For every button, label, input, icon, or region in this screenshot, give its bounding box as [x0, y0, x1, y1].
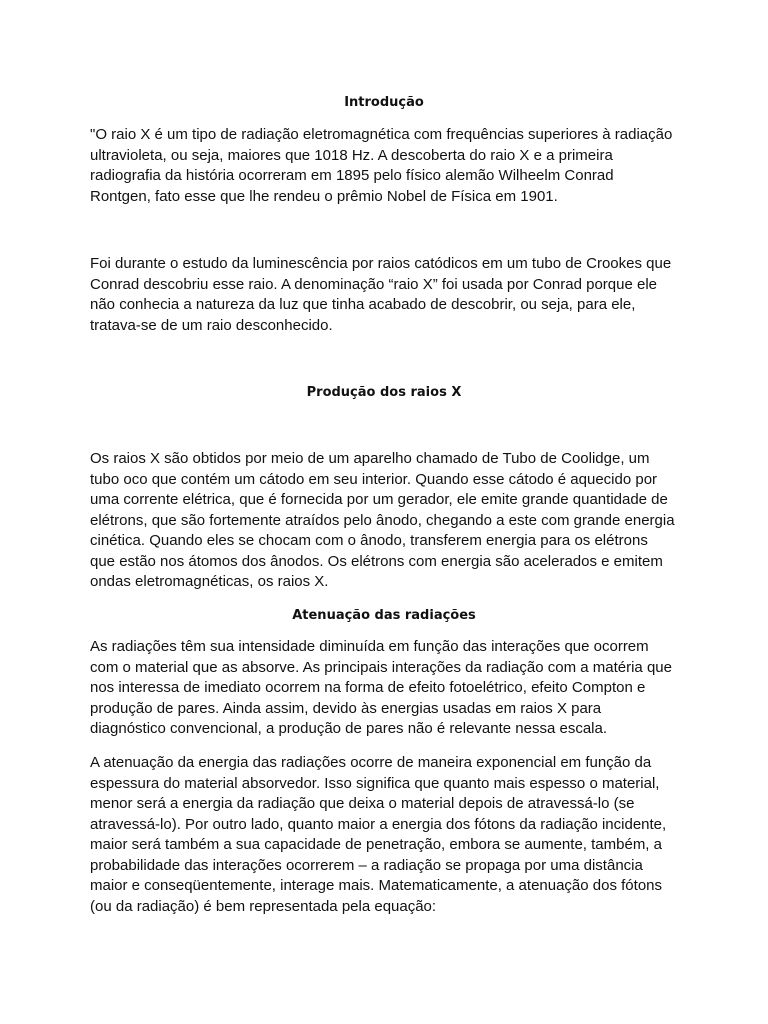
heading-atenuacao: Atenuação das radiações [292, 608, 476, 623]
text-line: "O raio X é um tipo de radiação eletromagnética com frequências superiores à radiação [90, 126, 673, 143]
text-line: elétrons, que são fortemente atraídos pelo ânodo, chegando a este com grande energia [90, 511, 675, 529]
text-line: tubo oco que contém um cátodo em seu interior. Quando esse cátodo é aquecido por [90, 470, 658, 488]
text-line: Rontgen, fato esse que lhe rendeu o prêmio Nobel de Física em 1901. [90, 187, 558, 205]
text-line: com o material que as absorve. As principais interações da radiação com a matéria que [90, 658, 672, 676]
text-line: Os raios X são obtidos por meio de um aparelho chamado de Tubo de Coolidge, um [90, 450, 650, 467]
heading-producao: Produção dos raios X [306, 385, 462, 400]
text-line: uma corrente elétrica, que é fornecida por um gerador, ele emite grande quantidade de [90, 491, 668, 508]
paragraph-atenuacao-2 [90, 753, 690, 917]
text-line: produção de pares. Ainda assim, devido às energias usadas em raios X para [90, 699, 602, 717]
text-line: que estão nos átomos dos ânodos. Os elétrons com energia são acelerados e emitem [90, 552, 663, 570]
text-line: (ou da radiação) é bem representada pela equação: [90, 897, 437, 915]
text-line: atravessá-lo). Por outro lado, quanto maior a energia dos fótons da radiação incidente, [90, 815, 667, 833]
paragraph-intro-1 [90, 125, 690, 207]
text-line: nos interessa de imediato ocorrem na forma de efeito fotoelétrico, efeito Compton e [90, 679, 646, 696]
text-line: menor será a energia da radiação que deixa o material depois de atravessá-lo (se [90, 795, 635, 812]
text-line: não conhecia a natureza da luz que tinha acabado de descobrir, ou seja, para ele, [90, 296, 636, 313]
text-line: probabilidade das interações ocorrerem – a radiação se propaga por uma distância [90, 856, 643, 874]
text-line: maior será também a sua capacidade de penetração, embora se aumente, também, a [90, 836, 662, 853]
text-line: cinética. Quando eles se chocam com o ânodo, transferem energia para os elétrons [90, 532, 648, 549]
text-line: Foi durante o estudo da luminescência por raios catódicos em um tubo de Crookes que [90, 255, 672, 272]
text-line: As radiações têm sua intensidade diminuída em função das interações que ocorrem [90, 638, 649, 655]
paragraph-producao [90, 449, 690, 593]
text-line: espessura do material absorvedor. Isso significa que quanto mais espesso o material, [90, 774, 660, 792]
text-line: A atenuação da energia das radiações ocorre de maneira exponencial em função da [90, 754, 652, 771]
text-line: Conrad descobriu esse raio. A denominação “raio X” foi usada por Conrad porque ele [90, 275, 658, 293]
text-line: tratava-se de um raio desconhecido. [90, 316, 333, 334]
paragraph-intro-2 [90, 254, 690, 336]
text-line: radiografia da história ocorreram em 1895 pelo físico alemão Wilheelm Conrad [90, 167, 614, 184]
text-line: maior e conseqüentemente, interage mais. Matematicamente, a atenuação dos fótons [90, 877, 662, 894]
paragraph-atenuacao-1 [90, 637, 690, 740]
text-line: ultravioleta, ou seja, maiores que 1018 Hz. A descoberta do raio X e a primeira [90, 146, 613, 164]
text-line: ondas eletromagnéticas, os raios X. [90, 573, 329, 590]
text-line: diagnóstico convencional, a produção de pares não é relevante nessa escala. [90, 720, 608, 737]
heading-introducao: Introdução [344, 95, 424, 110]
